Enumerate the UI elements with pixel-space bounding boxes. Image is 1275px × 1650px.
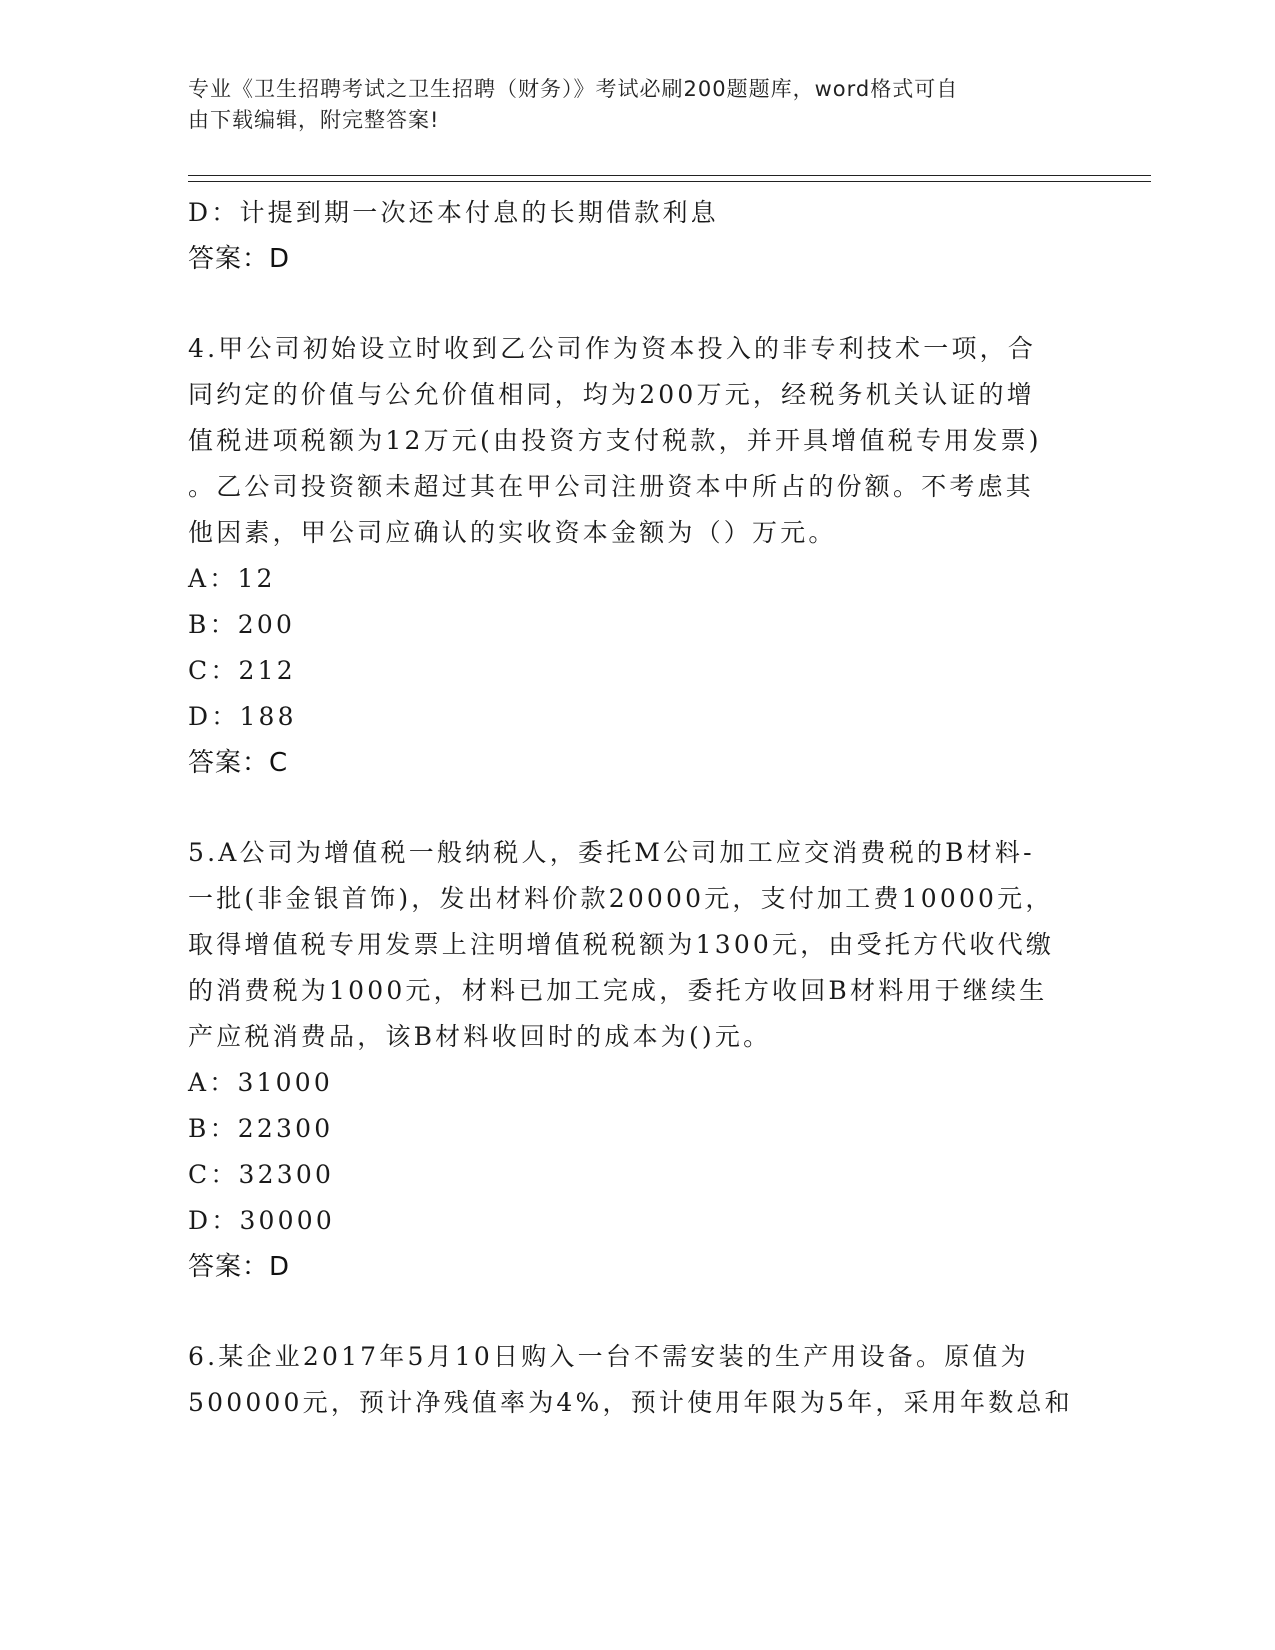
question-6-stem-line: 500000元，预计净残值率为4%，预计使用年限为5年，采用年数总和 (188, 1388, 1073, 1417)
question-5-option-b: B：22300 (188, 1114, 334, 1143)
question-4-stem-line: 值税进项税额为12万元(由投资方支付税款，并开具增值税专用发票) (188, 426, 1042, 455)
question-4-option-a: A：12 (188, 564, 276, 593)
question-5-stem-line: 取得增值税专用发票上注明增值税税额为1300元，由受托方代收代缴 (188, 930, 1055, 959)
header-rule-top (188, 175, 1151, 176)
question-5-stem-line: 产应税消费品，该B材料收回时的成本为()元。 (188, 1022, 772, 1051)
question-5-stem-line: 的消费税为1000元，材料已加工完成，委托方收回B材料用于继续生 (188, 976, 1048, 1005)
question-5-option-c: C：32300 (188, 1160, 335, 1189)
header-line-1: 专业《卫生招聘考试之卫生招聘（财务）》考试必刷200题题库，word格式可自 (188, 77, 959, 101)
question-4-stem-line: 同约定的价值与公允价值相同，均为200万元，经税务机关认证的增 (188, 380, 1035, 409)
question-3-tail (188, 190, 1068, 282)
spacer (188, 1290, 1068, 1334)
header-line-2: 由下载编辑，附完整答案! (188, 108, 440, 132)
question-6-stem-line: 6.某企业2017年5月10日购入一台不需安装的生产用设备。原值为 (188, 1342, 1029, 1371)
question-3-option-d: D：计提到期一次还本付息的长期借款利息 (188, 198, 719, 227)
question-6 (188, 1334, 1073, 1426)
question-4-stem-line: 。乙公司投资额未超过其在甲公司注册资本中所占的份额。不考虑其 (188, 472, 1035, 501)
document-body (188, 190, 1073, 1426)
question-5 (188, 830, 1068, 1290)
spacer (188, 282, 1068, 326)
header-rule-bottom (188, 181, 1151, 182)
question-4 (188, 326, 1068, 786)
question-5-option-a: A：31000 (188, 1068, 333, 1097)
spacer (188, 786, 1068, 830)
question-5-option-d: D：30000 (188, 1206, 335, 1235)
question-5-answer: 答案：D (188, 1252, 291, 1282)
question-4-option-b: B：200 (188, 610, 296, 639)
question-4-option-d: D：188 (188, 702, 297, 731)
question-3-answer: 答案：D (188, 244, 291, 274)
question-4-stem-line: 4.甲公司初始设立时收到乙公司作为资本投入的非专利技术一项，合 (188, 334, 1037, 363)
question-4-stem-line: 他因素，甲公司应确认的实收资本金额为（）万元。 (188, 518, 837, 547)
question-5-stem-line: 一批(非金银首饰)，发出材料价款20000元，支付加工费10000元， (188, 884, 1054, 913)
document-header (188, 74, 1068, 136)
question-4-option-c: C：212 (188, 656, 296, 685)
question-4-answer: 答案：C (188, 748, 289, 778)
question-5-stem-line: 5.A公司为增值税一般纳税人，委托M公司加工应交消费税的B材料- (188, 838, 1035, 867)
